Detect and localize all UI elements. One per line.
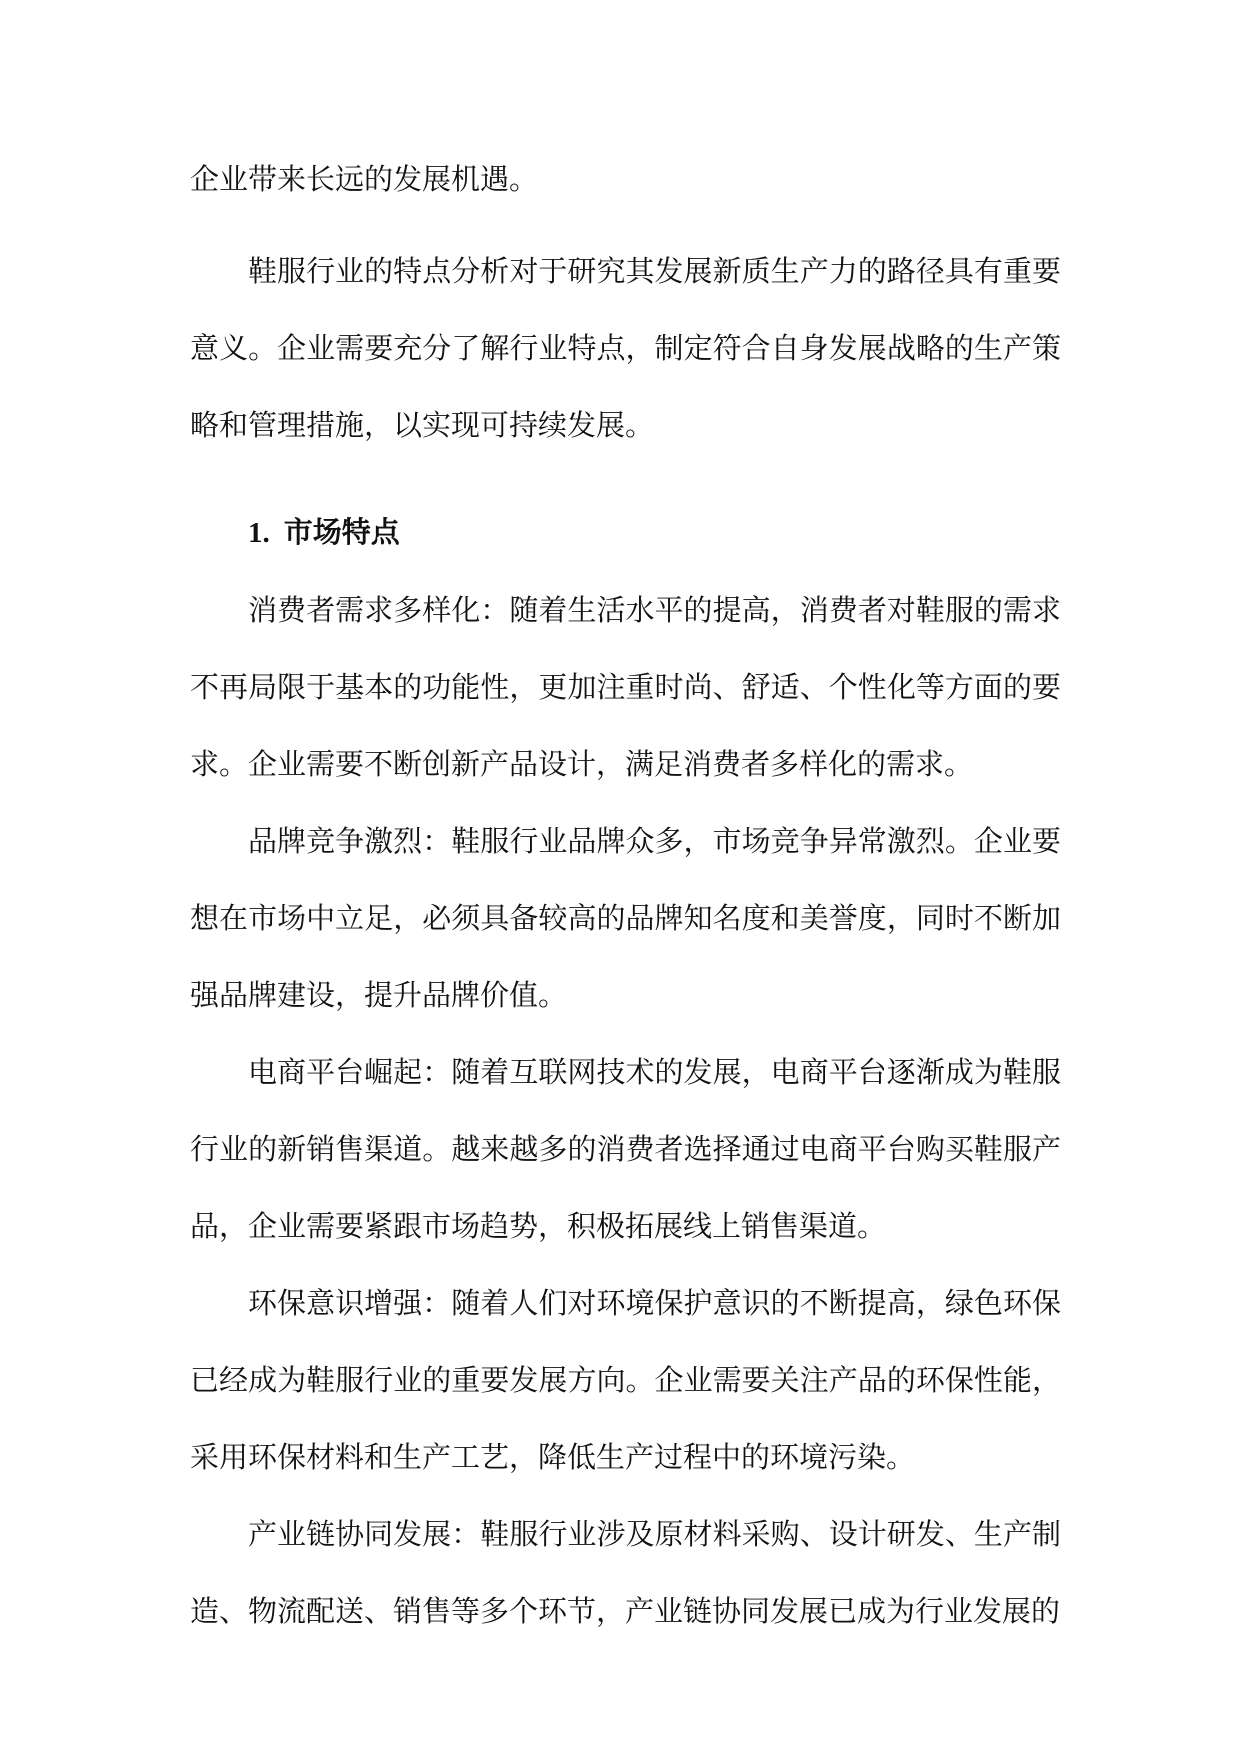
paragraph-continuation: 企业带来长远的发展机遇。 — [190, 162, 539, 196]
section-gap — [190, 464, 1061, 494]
section-number: 1. — [248, 517, 270, 549]
paragraph-industry-analysis: 鞋服行业的特点分析对于研究其发展新质生产力的路径具有重要意义。企业需要充分了解行业特点，制定符合自身发展战略的生产策略和管理措施，以实现可持续发展。 — [190, 254, 1061, 442]
section-title: 市场特点 — [283, 515, 400, 549]
paragraph-ecommerce: 电商平台崛起：随着互联网技术的发展，电商平台逐渐成为鞋服行业的新销售渠道。越来越多的消费者选择通过电商平台购买鞋服产品，企业需要紧跟市场趋势，积极拓展线上销售渠道。 — [190, 1055, 1061, 1243]
section-heading — [190, 494, 1061, 572]
paragraph-consumer-demand: 消费者需求多样化：随着生活水平的提高，消费者对鞋服的需求不再局限于基本的功能性，更加注重时尚、舒适、个性化等方面的要求。企业需要不断创新产品设计，满足消费者多样化的需求。 — [190, 593, 1061, 781]
paragraph-environment: 环保意识增强：随着人们对环境保护意识的不断提高，绿色环保已经成为鞋服行业的重要发展方向。企业需要关注产品的环保性能，采用环保材料和生产工艺，降低生产过程中的环境污染。 — [190, 1286, 1061, 1474]
paragraph-brand-competition: 品牌竞争激烈：鞋服行业品牌众多，市场竞争异常激烈。企业要想在市场中立足，必须具备较高的品牌知名度和美誉度，同时不断加强品牌建设，提升品牌价值。 — [190, 824, 1061, 1012]
paragraph-gap — [190, 218, 1061, 233]
paragraph-supply-chain: 产业链协同发展：鞋服行业涉及原材料采购、设计研发、生产制造、物流配送、销售等多个环节，产业链协同发展已成为行业发展的 — [190, 1517, 1061, 1628]
